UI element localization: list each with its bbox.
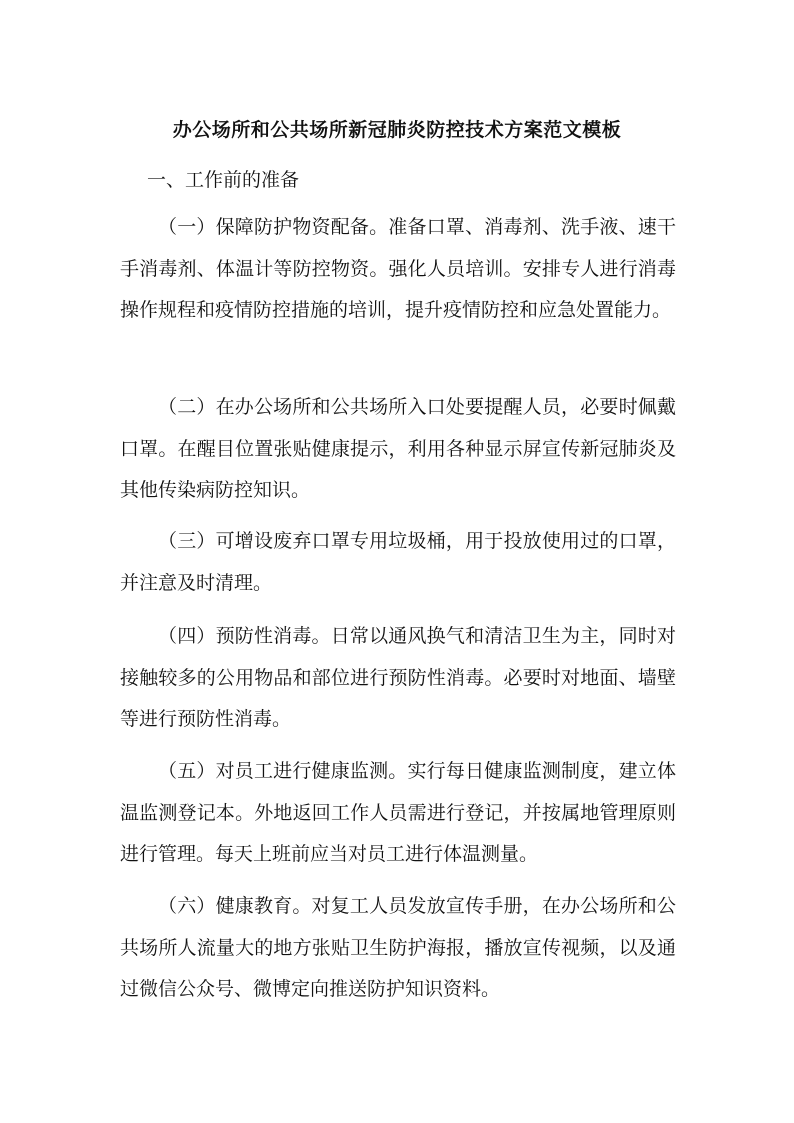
paragraph-3: （三）可增设废弃口罩专用垃圾桶，用于投放使用过的口罩，并注意及时清理。 (120, 530, 676, 594)
section-heading: 一、工作前的准备 (147, 169, 300, 191)
paragraph-2: （二）在办公场所和公共场所入口处要提醒人员，必要时佩戴口罩。在醒目位置张贴健康提示，利用各种显示屏宣传新冠肺炎及其他传染病防控知识。 (120, 396, 676, 501)
paragraph-4: （四）预防性消毒。日常以通风换气和清洁卫生为主，同时对接触较多的公用物品和部位进行预防性消毒。必要时对地面、墙壁等进行预防性消毒。 (120, 625, 676, 730)
paragraph-6: （六）健康教育。对复工人员发放宣传手册，在办公场所和公共场所人流量大的地方张贴卫生防护海报，播放宣传视频，以及通过微信公众号、微博定向推送防护知识资料。 (120, 895, 676, 1000)
paragraph-1: （一）保障防护物资配备。准备口罩、消毒剂、洗手液、速干手消毒剂、体温计等防控物资。强化人员培训。安排专人进行消毒操作规程和疫情防控措施的培训，提升疫情防控和应急处置能力。 (120, 216, 676, 321)
document-title: 办公场所和公共场所新冠肺炎防控技术方案范文模板 (172, 119, 622, 141)
paragraph-5: （五）对员工进行健康监测。实行每日健康监测制度，建立体温监测登记本。外地返回工作人员需进行登记，并按属地管理原则进行管理。每天上班前应当对员工进行体温测量。 (120, 760, 676, 865)
